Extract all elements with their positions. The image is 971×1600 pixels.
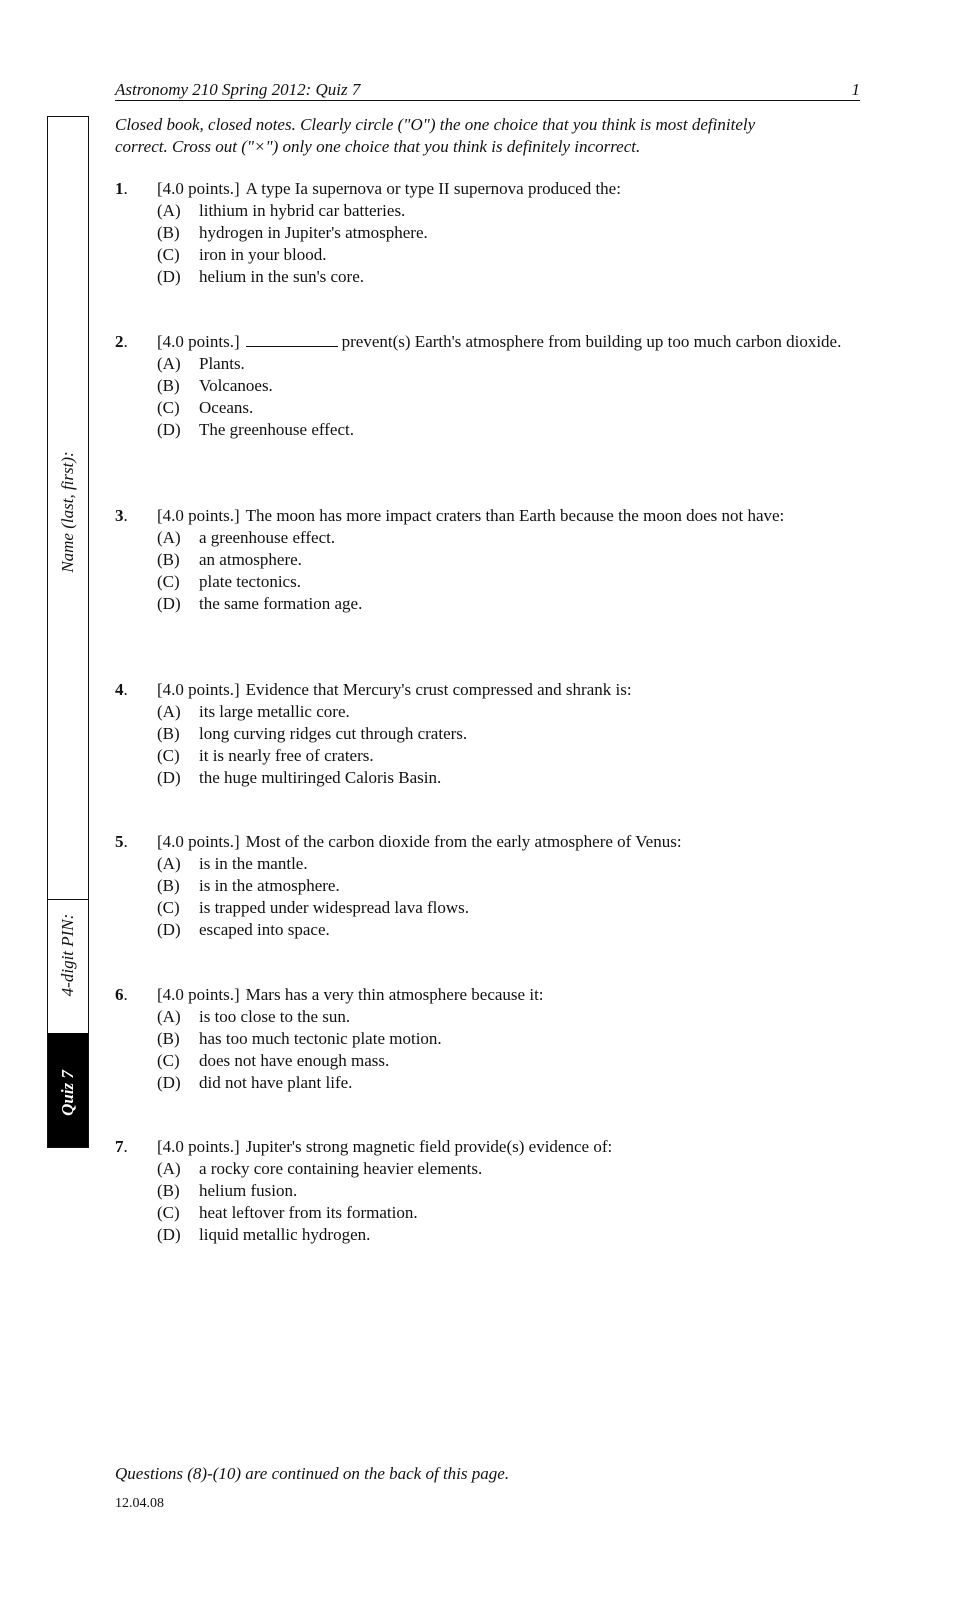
answer-blank [246,332,338,347]
quiz-tab [48,1033,88,1147]
choice-d[interactable]: (D) The greenhouse effect. [157,420,354,439]
choice-a[interactable]: (A) its large metallic core. [157,702,350,721]
choice-b[interactable]: (B) Volcanoes. [157,376,273,395]
choice-d[interactable]: (D) liquid metallic hydrogen. [157,1225,371,1244]
instructions [115,114,875,158]
question-text: [4.0 points.] Mars has a very thin atmosphere because it: [157,985,544,1004]
choice-list [157,527,875,615]
question-text: [4.0 points.] The moon has more impact craters than Earth because the moon does not have: [157,506,785,525]
choice-c[interactable]: (C) heat leftover from its formation. [157,1203,418,1222]
question-number: 5 [115,832,124,851]
question-2: 2. [4.0 points.] prevent(s) Earth's atmosphere from building up too much carbon dioxide. (A) Plants. (B) Volcanoes. (C) Oceans. (D) The greenhouse effect. [115,331,875,441]
choice-c[interactable]: (C) Oceans. [157,398,254,417]
question-points: [4.0 points.] [157,832,240,851]
choice-d[interactable]: (D) the same formation age. [157,594,363,613]
question-text: [4.0 points.] A type Ia supernova or type II supernova produced the: [157,179,621,198]
choice-list [157,701,875,789]
quiz-tab-label: Quiz 7 [58,1070,77,1116]
choice-list [157,353,875,441]
question-text: [4.0 points.] Evidence that Mercury's crust compressed and shrank is: [157,680,632,699]
question-number: 4 [115,680,124,699]
pin-field-label[interactable]: 4-digit PIN: [58,913,77,997]
question-5: 5. [4.0 points.] Most of the carbon dioxide from the early atmosphere of Venus: (A) is in the mantle. (B) is in the atmosphere. (C) is trapped under widespread lava flows. (D) escaped into space. [115,831,875,941]
choice-b[interactable]: (B) long curving ridges cut through craters. [157,724,468,743]
choice-a[interactable]: (A) is in the mantle. [157,854,308,873]
side-divider [48,899,88,900]
question-7: 7. [4.0 points.] Jupiter's strong magnetic field provide(s) evidence of: (A) a rocky core containing heavier elements. (B) helium fusion. (C) heat leftover from its formation. (D) liquid metallic hydrogen. [115,1136,875,1246]
continued-note: Questions (8)-(10) are continued on the back of this page. [115,1464,510,1483]
question-number: 6 [115,985,124,1004]
question-number: 2 [115,332,124,351]
question-points: [4.0 points.] [157,332,240,351]
question-number: 1 [115,179,124,198]
choice-a[interactable]: (A) a rocky core containing heavier elements. [157,1159,483,1178]
choice-c[interactable]: (C) is trapped under widespread lava flows. [157,898,470,917]
choice-list [157,1158,875,1246]
choice-c[interactable]: (C) it is nearly free of craters. [157,746,374,765]
choice-d[interactable]: (D) escaped into space. [157,920,330,939]
question-number: 7 [115,1137,124,1156]
question-number: 3 [115,506,124,525]
choice-c[interactable]: (C) does not have enough mass. [157,1051,390,1070]
choice-d[interactable]: (D) did not have plant life. [157,1073,353,1092]
question-points: [4.0 points.] [157,179,240,198]
question-points: [4.0 points.] [157,1137,240,1156]
choice-d[interactable]: (D) the huge multiringed Caloris Basin. [157,768,442,787]
choice-c[interactable]: (C) plate tectonics. [157,572,301,591]
instructions-line-1: Closed book, closed notes. Clearly circle ("O") the one choice that you think is most definitely [115,115,756,134]
question-4: 4. [4.0 points.] Evidence that Mercury's crust compressed and shrank is: (A) its large metallic core. (B) long curving ridges cut through craters. (C) it is nearly free of craters. (D) the huge multiringed Caloris Basin. [115,679,875,789]
choice-a[interactable]: (A) is too close to the sun. [157,1007,351,1026]
question-1: 1. [4.0 points.] A type Ia supernova or type II supernova produced the: (A) lithium in hybrid car batteries. (B) hydrogen in Jupiter's atmosphere. (C) iron in your blood. (D) helium in the sun's core. [115,178,875,288]
question-points: [4.0 points.] [157,680,240,699]
instructions-line-2: correct. Cross out ("×") only one choice that you think is definitely incorrect. [115,137,641,156]
choice-b[interactable]: (B) hydrogen in Jupiter's atmosphere. [157,223,428,242]
choice-list [157,853,875,941]
choice-a[interactable]: (A) Plants. [157,354,245,373]
choice-c[interactable]: (C) iron in your blood. [157,245,327,264]
question-6: 6. [4.0 points.] Mars has a very thin atmosphere because it: (A) is too close to the sun. (B) has too much tectonic plate motion. (C) does not have enough mass. (D) did not have plant life. [115,984,875,1094]
choice-b[interactable]: (B) helium fusion. [157,1181,298,1200]
choice-b[interactable]: (B) an atmosphere. [157,550,302,569]
student-info-box [47,116,89,1148]
question-text: [4.0 points.] prevent(s) Earth's atmosphere from building up too much carbon dioxide. [157,332,842,351]
choice-d[interactable]: (D) helium in the sun's core. [157,267,365,286]
quiz-title: Astronomy 210 Spring 2012: Quiz 7 [115,80,361,99]
question-3: 3. [4.0 points.] The moon has more impact craters than Earth because the moon does not have: (A) a greenhouse effect. (B) an atmosphere. (C) plate tectonics. (D) the same formation age. [115,505,875,615]
choice-b[interactable]: (B) has too much tectonic plate motion. [157,1029,442,1048]
choice-b[interactable]: (B) is in the atmosphere. [157,876,340,895]
document-code: 12.04.08 [115,1496,164,1511]
choice-list [157,200,875,288]
page-header [115,79,860,101]
choice-a[interactable]: (A) lithium in hybrid car batteries. [157,201,406,220]
page-number: 1 [851,80,860,99]
choice-list [157,1006,875,1094]
choice-a[interactable]: (A) a greenhouse effect. [157,528,336,547]
name-field-label[interactable]: Name (last, first): [58,451,77,573]
question-text: [4.0 points.] Jupiter's strong magnetic field provide(s) evidence of: [157,1137,613,1156]
question-points: [4.0 points.] [157,985,240,1004]
question-points: [4.0 points.] [157,506,240,525]
question-text: [4.0 points.] Most of the carbon dioxide from the early atmosphere of Venus: [157,832,682,851]
